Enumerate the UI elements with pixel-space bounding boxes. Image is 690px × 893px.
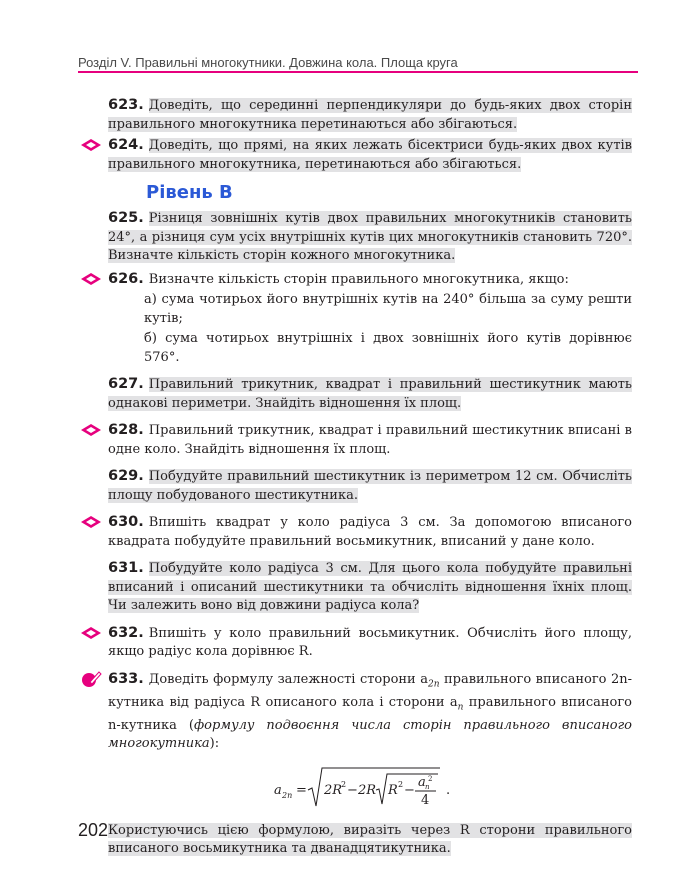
problem-text: Правильний трикутник, квадрат і правильний шестикутник вписані в одне коло. Знайдіть відношення їх площ. (108, 423, 632, 457)
problem-number: 624. (108, 137, 144, 153)
problem-633-after: Користуючись цією формулою, виразіть через R сторони правильного вписаного восьмикутника та дванадцятикутника. (108, 822, 632, 857)
problem-632 (108, 624, 632, 662)
subscript: n (457, 702, 464, 713)
problem-631 (108, 559, 632, 616)
problem-text: Доведіть, що прямі, на яких лежать бісектриси будь-яких двох кутів правильного многокутника, перетинаються або збігаються. (108, 138, 632, 172)
problem-text: Різниця зовнішніх кутів двох правильних многокутників становить 24°, а різниця сум усіх внутрішніх кутів цих многокутників становить 720°. Визначте кількість сторін кожного многокутника. (108, 211, 632, 263)
formula-eq: = (296, 782, 307, 798)
pink-diamond-icon (80, 626, 102, 640)
problem-623 (108, 96, 632, 134)
problem-number: 628. (108, 422, 144, 438)
level-title: Рівень В (146, 182, 233, 203)
problem-627 (108, 375, 632, 413)
problem-text-3: правильного вписаного n-кутника ( (108, 694, 632, 733)
formula-lhs-sub: 2n (282, 790, 293, 800)
formula-minus: − (347, 782, 358, 798)
problem-text: Доведіть, що серединні перпендикуляри до будь-яких двох сторін правильного многокутника перетинаються або збігаються. (108, 98, 632, 132)
problem-number: 627. (108, 376, 144, 392)
formula-end: . (446, 782, 451, 798)
problem-number: 623. (108, 97, 144, 113)
formula-sq-b: 2 (398, 779, 404, 789)
formula-graphic (270, 764, 470, 812)
formula-den: 4 (421, 792, 430, 808)
page-header: Розділ V. Правильні многокутники. Довжина кола. Площа круга (78, 55, 458, 70)
formula-lhs: a (274, 782, 282, 798)
formula-minus-b: − (404, 782, 415, 798)
problem-text-1: Доведіть формулу залежності сторони a (148, 671, 428, 687)
problem-text: Побудуйте коло радіуса 3 см. Для цього кола побудуйте правильні вписаний і описаний шестикутники та обчисліть відношення їхніх площ. Чи залежить воно від довжини радіуса кола? (108, 561, 632, 613)
problem-text: Побудуйте правильний шестикутник із периметром 12 см. Обчисліть площу побудованого шестикутника. (108, 469, 632, 503)
problem-624 (108, 136, 632, 174)
problem-629 (108, 467, 632, 505)
pink-diamond-icon (80, 423, 102, 437)
formula-2r: 2R (324, 782, 343, 798)
problem-text: Впишіть у коло правильний восьмикутник. Обчисліть його площу, якщо радіус кола дорівнює R. (108, 625, 632, 659)
formula-num-sub: n (425, 782, 430, 791)
problem-text-5: ): (209, 736, 220, 752)
problem-text: Визначте кількість сторін правильного многокутника, якщо: (148, 271, 569, 287)
problem-number: 629. (108, 468, 144, 484)
pink-diamond-icon (80, 138, 102, 152)
problem-number: 633. (108, 670, 144, 687)
formula-num-a: a (418, 774, 426, 790)
problem-626-part-b: б) сума чотирьох внутрішніх і двох зовнішніх його кутів дорівнює 576°. (144, 331, 632, 365)
formula (108, 764, 632, 812)
problem-625 (108, 209, 632, 266)
problem-number: 626. (108, 270, 144, 287)
pink-pencil-icon (80, 670, 102, 688)
problem-text-italic: формулу подвоєння числа сторін правильного вписаного многокутника (108, 717, 633, 752)
problem-628 (108, 421, 632, 459)
problem-626-part-a: а) сума чотирьох його внутрішніх кутів на 240° більша за суму решти кутів; (144, 292, 632, 326)
subscript: 2n (427, 679, 440, 690)
page-number: 202 (78, 820, 109, 840)
pink-diamond-icon (80, 272, 102, 286)
formula-num-sq: 2 (428, 774, 433, 783)
problem-number: 625. (108, 210, 144, 226)
problem-text-2: правильного вписаного 2n-кутника від радіуса R описаного кола і сторони a (108, 671, 632, 710)
problem-number: 631. (108, 560, 144, 576)
problem-number: 632. (108, 624, 144, 641)
problem-text: Правильний трикутник, квадрат і правильний шестикутник мають однакові периметри. Знайдіть відношення їх площ. (108, 377, 632, 411)
formula-sq: 2 (341, 779, 347, 789)
formula-2r-b: 2R (358, 782, 377, 798)
problems-content (0, 96, 690, 859)
problem-text: Впишіть квадрат у коло радіуса 3 см. За допомогою вписаного квадрата побудуйте правильний восьмикутник, вписаний у дане коло. (108, 515, 632, 549)
pink-diamond-icon (80, 515, 102, 529)
header-rule (78, 71, 638, 73)
problem-number: 630. (108, 514, 144, 530)
problem-630 (108, 513, 632, 551)
problem-626 (108, 270, 632, 368)
problem-633 (108, 670, 632, 859)
formula-r: R (388, 782, 398, 798)
